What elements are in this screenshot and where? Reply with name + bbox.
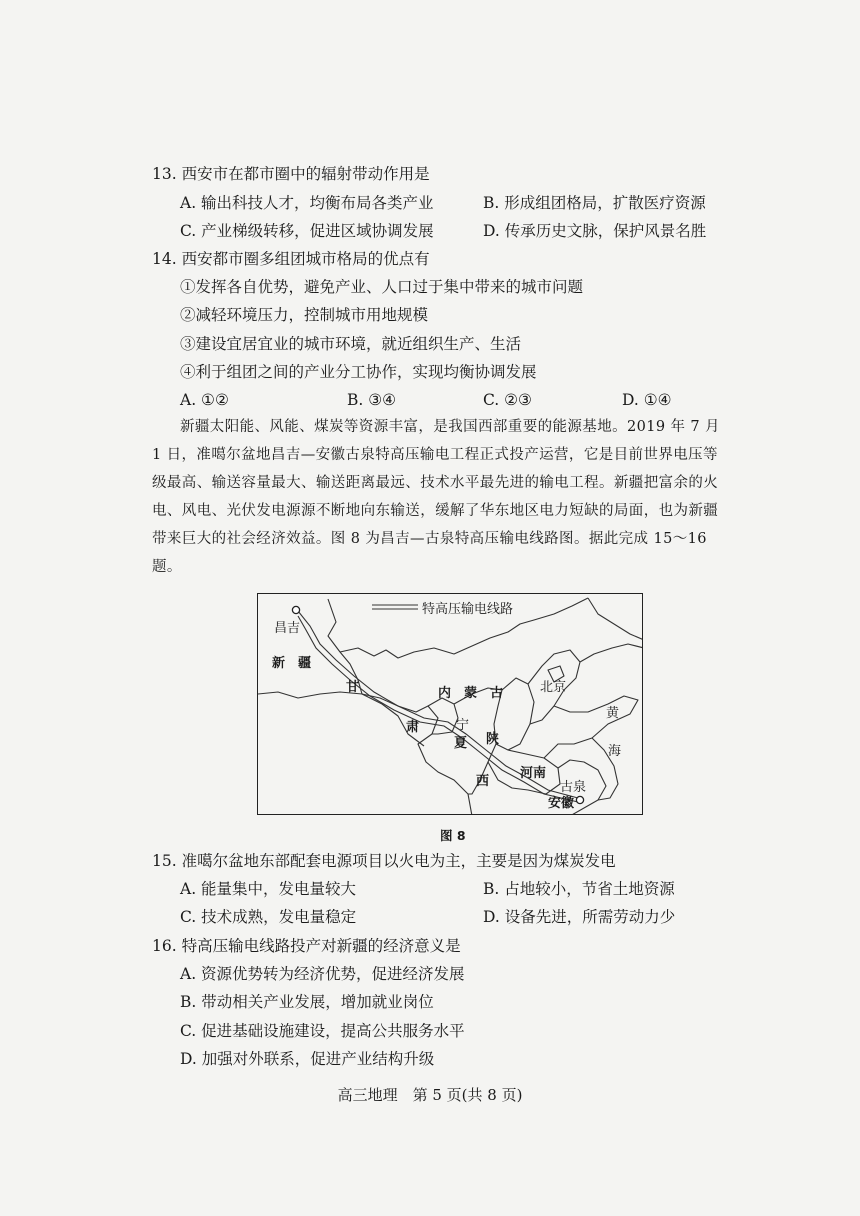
label-henan: 河南	[520, 766, 547, 781]
q15-option-d: D. 设备先进，所需劳动力少	[483, 908, 676, 926]
q15-stem: 15. 准噶尔盆地东部配套电源项目以火电为主，主要是因为煤炭发电	[152, 852, 616, 870]
label-beijing: 北京	[540, 680, 567, 695]
q16-option-c: C. 促进基础设施建设，提高公共服务水平	[180, 1022, 465, 1040]
label-changji: 昌吉	[274, 621, 301, 636]
figure-caption: 图 8	[440, 828, 466, 843]
q14-statement-1: ①发挥各自优势，避免产业、人口过于集中带来的城市问题	[180, 278, 584, 296]
label-hai: 海	[608, 744, 622, 759]
q14-statement-4: ④利于组团之间的产业分工协作，实现均衡协调发展	[180, 363, 537, 381]
q14-statement-3: ③建设宜居宜业的城市环境，就近组织生产、生活	[180, 335, 522, 353]
label-ning: 宁	[456, 718, 470, 733]
label-xinjiang: 新 疆	[272, 656, 312, 671]
changji-endpoint-icon	[292, 606, 299, 613]
q13-option-c: C. 产业梯级转移，促进区域协调发展	[180, 222, 434, 240]
label-neimenggu: 内 蒙 古	[438, 686, 504, 701]
q14-statement-2: ②减轻环境压力，控制城市用地规模	[180, 306, 429, 324]
q16-option-b: B. 带动相关产业发展，增加就业岗位	[180, 993, 434, 1011]
guquan-endpoint-icon	[576, 796, 583, 803]
q13-option-a: A. 输出科技人才，均衡布局各类产业	[180, 194, 434, 212]
q15-option-c: C. 技术成熟，发电量稳定	[180, 908, 357, 926]
legend-label: 特高压输电线路	[422, 602, 514, 617]
q13-stem: 13. 西安市在都市圈中的辐射带动作用是	[152, 165, 430, 183]
q16-option-d: D. 加强对外联系，促进产业结构升级	[180, 1050, 435, 1068]
q14-option-b: B. ③④	[347, 391, 397, 409]
q14-option-d: D. ①④	[622, 391, 672, 409]
q15-option-a: A. 能量集中，发电量较大	[180, 880, 357, 898]
label-xia: 夏	[454, 736, 468, 751]
transmission-line-map	[257, 593, 643, 815]
q14-option-a: A. ①②	[180, 391, 229, 409]
q14-option-c: C. ②③	[483, 391, 532, 409]
legend-line-icon	[372, 605, 418, 609]
q16-option-a: A. 资源优势转为经济优势，促进经济发展	[180, 965, 465, 983]
q16-stem: 16. 特高压输电线路投产对新疆的经济意义是	[152, 937, 461, 955]
page-footer: 高三地理 第 5 页(共 8 页)	[337, 1086, 523, 1104]
reading-passage	[152, 413, 722, 581]
label-su: 肃	[406, 720, 420, 735]
passage-text: 新疆太阳能、风能、煤炭等资源丰富，是我国西部重要的能源基地。2019 年 7 月 1 日，准噶尔盆地昌吉—安徽古泉特高压输电工程正式投产运营，它是目前世界电压等级最高、输送容量最大、输送距离最远、技术水平最先进的输电工程。新疆把富余的火电、风电、光伏发电源源不断地向东输送，缓解了华东地区电力短缺的局面，也为新疆带来巨大的社会经济效益。图 8 为昌吉—古泉特高压输电线路图。据此完成 15～16 题。	[152, 419, 720, 575]
label-shaan: 陕	[486, 732, 500, 747]
q14-stem: 14. 西安都市圈多组团城市格局的优点有	[152, 250, 430, 268]
label-gan: 甘	[346, 680, 360, 695]
label-xi: 西	[476, 774, 490, 789]
label-huang: 黄	[606, 706, 620, 721]
q13-option-d: D. 传承历史文脉，保护风景名胜	[483, 222, 707, 240]
label-guquan: 古泉	[560, 780, 587, 795]
q15-option-b: B. 占地较小，节省土地资源	[483, 880, 675, 898]
q13-option-b: B. 形成组团格局，扩散医疗资源	[483, 194, 706, 212]
label-anhui: 安徽	[548, 796, 575, 811]
